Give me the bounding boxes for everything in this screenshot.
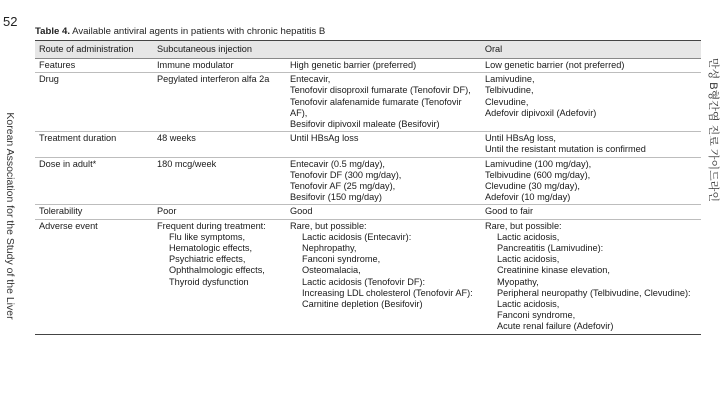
header-oral: Oral xyxy=(286,41,701,59)
cell: Good xyxy=(286,205,481,219)
antiviral-table xyxy=(35,40,701,335)
header-route: Route of administration xyxy=(35,41,153,59)
cell-line: Besifovir dipivoxil maleate (Besifovir) xyxy=(290,119,440,130)
cell-line: Nephropathy, xyxy=(302,243,357,254)
cell-line: Telbivudine (600 mg/day), xyxy=(485,169,591,180)
table-row xyxy=(35,59,701,73)
cell: Poor xyxy=(153,205,286,219)
cell: Until HBsAg loss xyxy=(286,132,481,157)
cell-line: Lactic acidosis, xyxy=(497,299,560,310)
cell: 180 mcg/week xyxy=(153,157,286,205)
cell-line: Hematologic effects, xyxy=(169,243,253,254)
cell-line: Lactic acidosis (Entecavir): xyxy=(302,231,412,242)
cell-line: Frequent during treatment: xyxy=(157,220,266,231)
cell-line: Fanconi syndrome, xyxy=(497,310,576,321)
cell-line: Osteomalacia, xyxy=(302,265,361,276)
cell-line: Lactic acidosis (Tenofovir DF): xyxy=(302,276,426,287)
cell-line: Telbivudine, xyxy=(485,85,534,96)
cell-line: Rare, but possible: xyxy=(290,220,367,231)
cell: High genetic barrier (preferred) xyxy=(286,59,481,73)
cell-line: Ophthalmologic effects, xyxy=(169,265,265,276)
cell-line: Lamivudine (100 mg/day), xyxy=(485,158,592,169)
caption-text: Available antiviral agents in patients with chronic hepatitis B xyxy=(70,26,326,37)
cell-line: Thyroid dysfunction xyxy=(169,276,249,287)
running-head-left: Korean Association for the Study of the Liver xyxy=(4,112,16,320)
cell-line: Flu like symptoms, xyxy=(169,231,246,242)
cell: Low genetic barrier (not preferred) xyxy=(481,59,701,73)
cell-line: Until the resistant mutation is confirmed xyxy=(485,144,646,155)
cell xyxy=(481,73,701,132)
cell-line: Fanconi syndrome, xyxy=(302,254,381,265)
page-number: 52 xyxy=(3,14,18,29)
row-label: Adverse event xyxy=(35,219,153,334)
header-subcutaneous: Subcutaneous injection xyxy=(153,41,286,59)
cell-line: Entecavir, xyxy=(290,74,331,85)
cell-line: Rare, but possible: xyxy=(485,220,562,231)
cell-line: Tenofovir AF (25 mg/day), xyxy=(290,181,396,192)
cell-line: Clevudine (30 mg/day), xyxy=(485,181,580,192)
cell-line: Psychiatric effects, xyxy=(169,254,246,265)
table-row xyxy=(35,132,701,157)
table-header-row xyxy=(35,41,701,59)
cell-line: Besifovir (150 mg/day) xyxy=(290,192,382,203)
cell-line: Adefovir dipivoxil (Adefovir) xyxy=(485,107,597,118)
cell-line: Carnitine depletion (Besifovir) xyxy=(302,299,423,310)
caption-label: Table 4. xyxy=(35,26,71,37)
cell-line: Acute renal failure (Adefovir) xyxy=(497,321,614,332)
cell xyxy=(481,219,701,334)
cell: 48 weeks xyxy=(153,132,286,157)
cell-line: Tenofovir DF (300 mg/day), xyxy=(290,169,402,180)
cell-line: Myopathy, xyxy=(497,276,539,287)
cell-line: Tenofovir alafenamide fumarate (Tenofovir AF), xyxy=(290,96,462,118)
row-label: Features xyxy=(35,59,153,73)
cell-line: Entecavir (0.5 mg/day), xyxy=(290,158,385,169)
row-label: Treatment duration xyxy=(35,132,153,157)
row-label: Dose in adult* xyxy=(35,157,153,205)
cell: Immune modulator xyxy=(153,59,286,73)
running-head-right: 만성 B형간염 진료 가이드라인 xyxy=(707,57,719,203)
cell xyxy=(153,219,286,334)
row-label: Tolerability xyxy=(35,205,153,219)
cell xyxy=(286,157,481,205)
cell-line: Creatinine kinase elevation, xyxy=(497,265,610,276)
cell-line: Lactic acidosis, xyxy=(497,254,560,265)
cell xyxy=(481,132,701,157)
cell-line: Increasing LDL cholesterol (Tenofovir AF): xyxy=(302,287,473,298)
cell-line: Lamivudine, xyxy=(485,74,535,85)
table-row xyxy=(35,219,701,334)
cell: Pegylated interferon alfa 2a xyxy=(153,73,286,132)
table-row xyxy=(35,157,701,205)
table-caption xyxy=(35,26,325,37)
table-row xyxy=(35,73,701,132)
cell-line: Peripheral neuropathy (Telbivudine, Clevudine): xyxy=(497,287,691,298)
cell xyxy=(286,73,481,132)
cell-line: Pancreatitis (Lamivudine): xyxy=(497,243,604,254)
cell-line: Lactic acidosis, xyxy=(497,231,560,242)
table-row xyxy=(35,205,701,219)
cell-line: Until HBsAg loss, xyxy=(485,133,556,144)
cell xyxy=(481,157,701,205)
cell xyxy=(286,219,481,334)
row-label: Drug xyxy=(35,73,153,132)
cell: Good to fair xyxy=(481,205,701,219)
cell-line: Clevudine, xyxy=(485,96,529,107)
cell-line: Tenofovir disoproxil fumarate (Tenofovir DF), xyxy=(290,85,471,96)
cell-line: Adefovir (10 mg/day) xyxy=(485,192,571,203)
